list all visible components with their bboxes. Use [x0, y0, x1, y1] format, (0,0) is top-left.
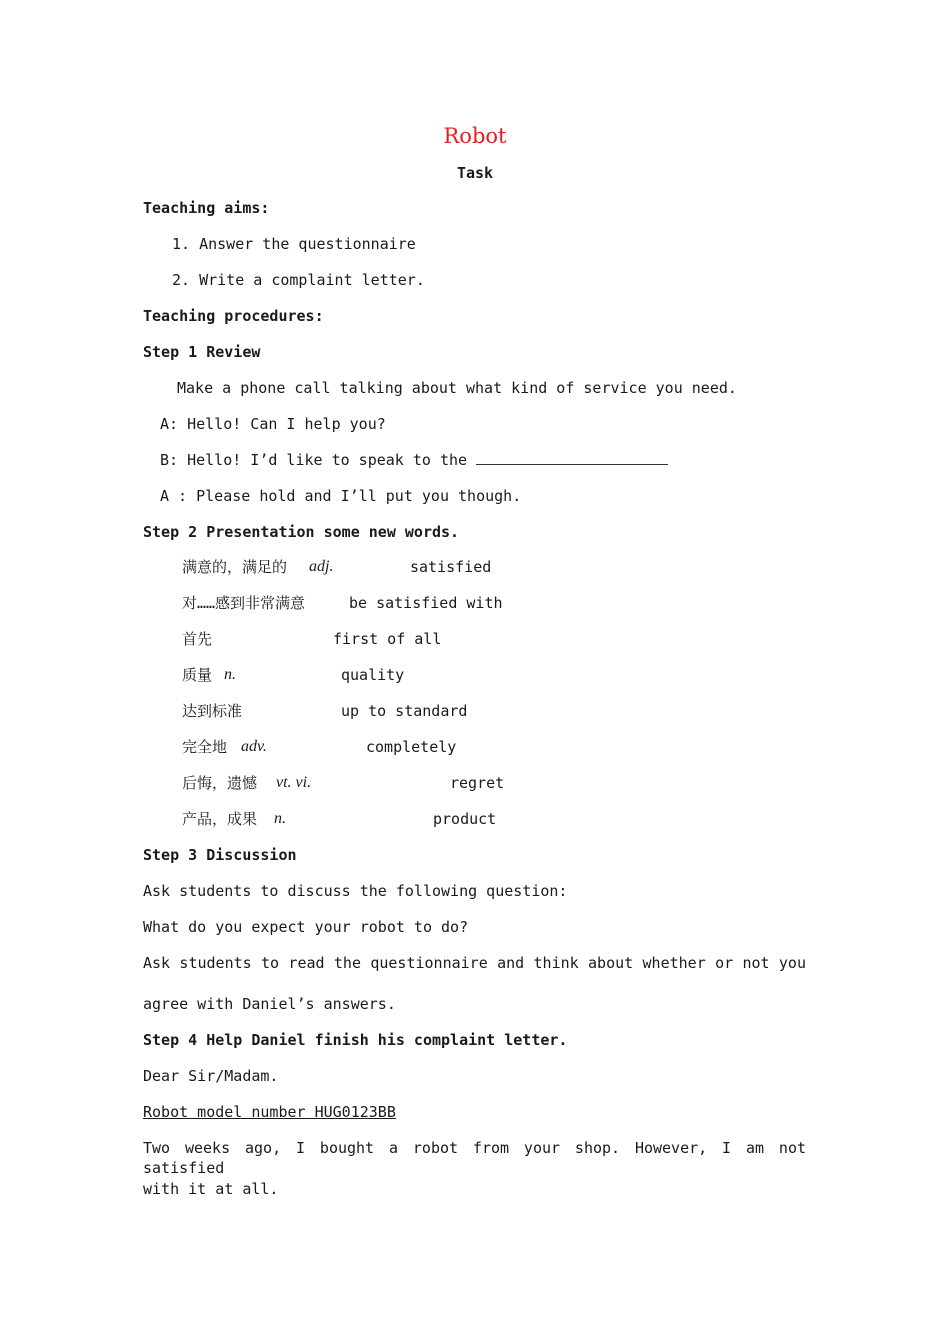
word-pos: adj.: [309, 558, 334, 575]
word-en: completely: [366, 738, 457, 756]
word-en: up to standard: [341, 702, 468, 720]
word-cn: 对……感到非常满意: [182, 594, 306, 612]
step3-line: What do you expect your robot to do?: [143, 918, 469, 936]
step3-heading: Step 3 Discussion: [143, 846, 297, 864]
step3-line: Ask students to read the questionnaire and think about whether or not you: [143, 954, 806, 972]
dialogue-text: B: Hello! I’d like to speak to the: [160, 451, 468, 469]
letter-paragraph: Two weeks ago, I bought a robot from your shop. However, I am not satisfied: [143, 1139, 806, 1177]
word-pos: n.: [224, 666, 236, 683]
step3-line: agree with Daniel’s answers.: [143, 995, 396, 1013]
word-cn: 完全地: [182, 738, 228, 756]
step1-heading: Step 1 Review: [143, 343, 261, 361]
word-pos: vt. vi.: [276, 774, 312, 791]
word-cn: 满意的，满足的: [182, 558, 288, 576]
dialogue-line-a1: A: Hello! Can I help you?: [160, 415, 386, 433]
word-pos: adv.: [241, 738, 267, 755]
word-cn: 质量: [182, 666, 213, 684]
word-en: quality: [341, 666, 405, 684]
word-en: regret: [450, 774, 505, 792]
word-en: satisfied: [410, 558, 492, 576]
step4-heading: Step 4 Help Daniel finish his complaint letter.: [143, 1031, 568, 1049]
dialogue-line-a2: A : Please hold and I’ll put you though.: [160, 487, 522, 505]
word-en: product: [433, 810, 497, 828]
word-cn: 后悔，遗憾: [182, 774, 258, 792]
word-cn: 产品，成果: [182, 810, 258, 828]
aims-heading: Teaching aims:: [143, 199, 270, 217]
step2-heading: Step 2 Presentation some new words.: [143, 523, 460, 541]
document-title: Robot: [443, 124, 507, 148]
step1-intro: Make a phone call talking about what kind of service you need.: [177, 379, 737, 397]
document-subtitle: Task: [456, 164, 494, 182]
letter-greeting: Dear Sir/Madam.: [143, 1067, 279, 1085]
fill-in-blank: [476, 450, 668, 465]
step3-line: Ask students to discuss the following question:: [143, 882, 568, 900]
aim-item: 2. Write a complaint letter.: [172, 271, 425, 289]
letter-paragraph: with it at all.: [143, 1180, 279, 1198]
word-cn: 首先: [182, 630, 213, 648]
dialogue-line-b1: [160, 450, 668, 470]
letter-model-line: Robot model number HUG0123BB: [143, 1103, 396, 1121]
word-pos: n.: [274, 810, 286, 827]
word-cn: 达到标准: [182, 702, 243, 720]
aim-item: 1. Answer the questionnaire: [172, 235, 416, 253]
procedures-heading: Teaching procedures:: [143, 307, 324, 325]
word-en: first of all: [333, 630, 442, 648]
word-en: be satisfied with: [349, 594, 503, 612]
